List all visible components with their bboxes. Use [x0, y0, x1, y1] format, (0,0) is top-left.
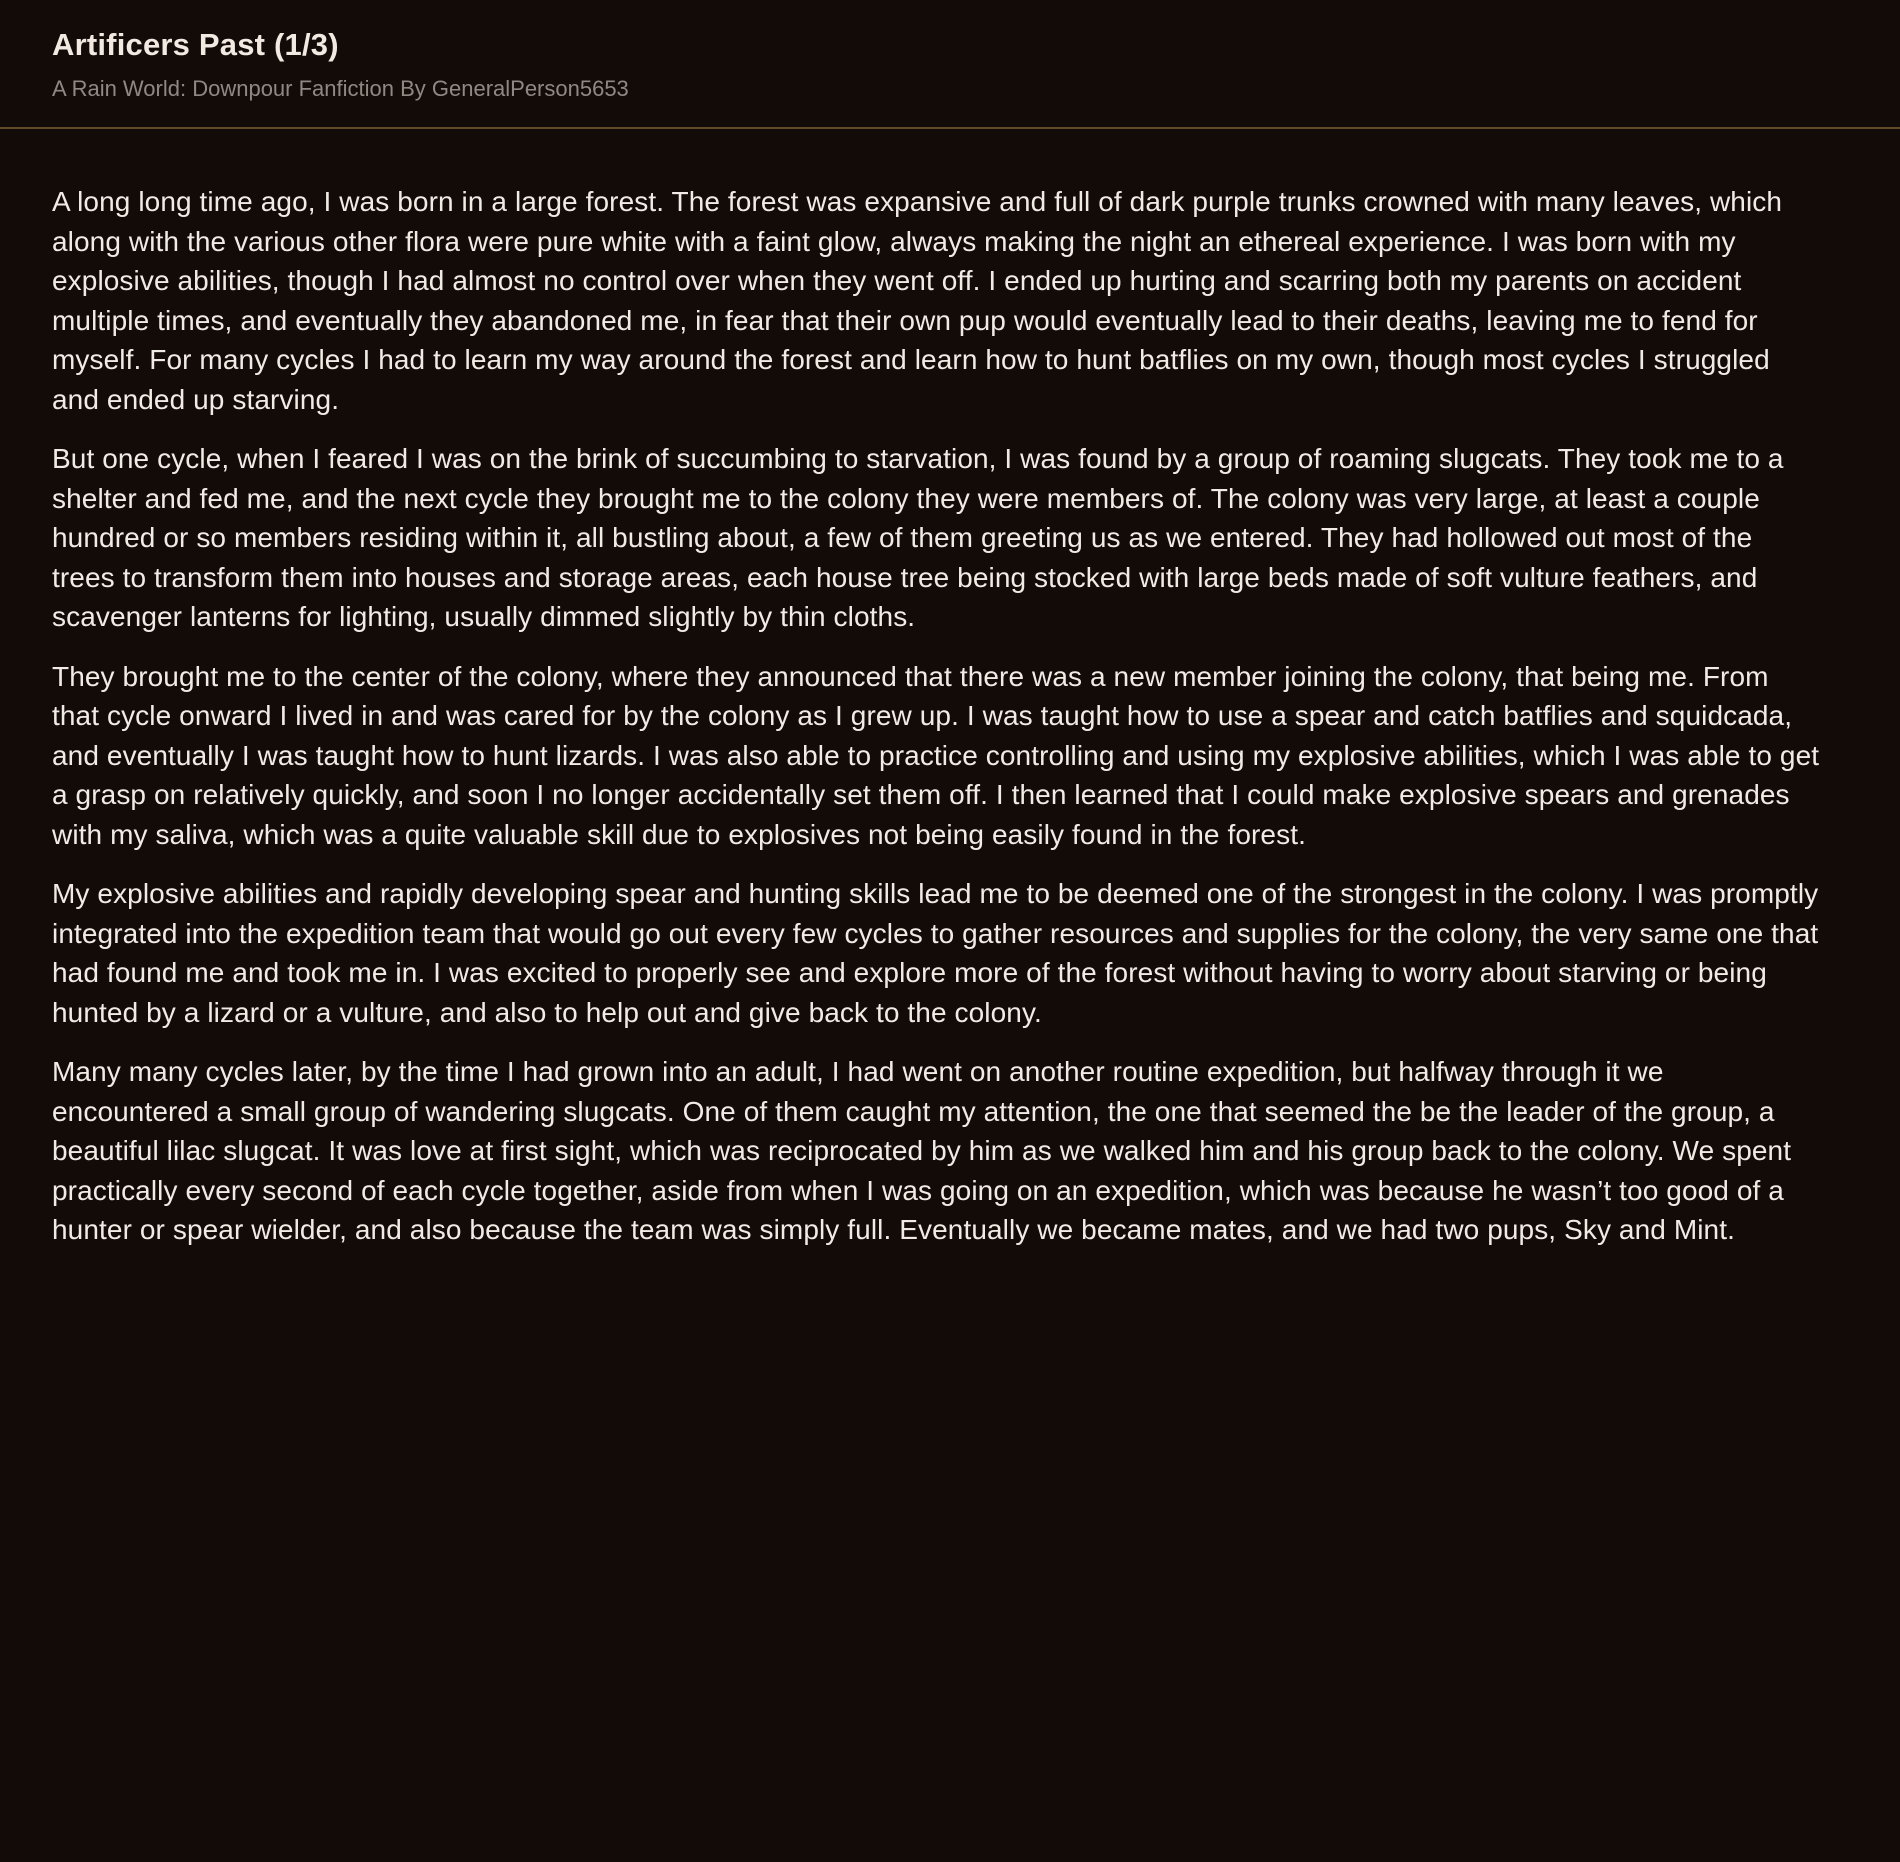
story-body — [0, 129, 1900, 1250]
page-subtitle: A Rain World: Downpour Fanfiction By GeneralPerson5653 — [52, 75, 629, 101]
story-paragraph-1: A long long time ago, I was born in a large forest. The forest was expansive and full of dark purple trunks crowned with many leaves, which along with the various other flora were pure white with a faint glow, always making the night an ethereal experience. I was born with my explosive abilities, though I had almost no control over when they went off. I ended up hurting and scarring both my parents on accident multiple times, and eventually they abandoned me, in fear that their own pup would eventually lead to their deaths, leaving me to fend for myself. For many cycles I had to learn my way around the forest and learn how to hunt batflies on my own, though most cycles I struggled and ended up starving. — [52, 186, 1783, 415]
page-header — [0, 0, 1900, 102]
story-paragraph-3: They brought me to the center of the colony, where they announced that there was a new member joining the colony, that being me. From that cycle onward I lived in and was cared for by the colony as I grew up. I was taught how to use a spear and catch batflies and squidcada, and eventually I was taught how to hunt lizards. I was also able to practice controlling and using my explosive abilities, which I was able to get a grasp on relatively quickly, and soon I no longer accidentally set them off. I then learned that I could make explosive spears and grenades with my saliva, which was a quite valuable skill due to explosives not being easily found in the forest. — [52, 660, 1820, 850]
story-paragraph-2: But one cycle, when I feared I was on the brink of succumbing to starvation, I was found by a group of roaming slugcats. They took me to a shelter and fed me, and the next cycle they brought me to the colony they were members of. The colony was very large, at least a couple hundred or so members residing within it, all bustling about, a few of them greeting us as we entered. They had hollowed out most of the trees to transform them into houses and storage areas, each house tree being stocked with large beds made of soft vulture feathers, and scavenger lanterns for lighting, usually dimmed slightly by thin cloths. — [52, 443, 1784, 633]
page-title: Artificers Past (1/3) — [52, 27, 339, 62]
story-paragraph-5: Many many cycles later, by the time I had grown into an adult, I had went on another routine expedition, but halfway through it we encountered a small group of wandering slugcats. One of them caught my attention, the one that seemed the be the leader of the group, a beautiful lilac slugcat. It was love at first sight, which was reciprocated by him as we walked him and his group back to the colony. We spent practically every second of each cycle together, aside from when I was going on an expedition, which was because he wasn’t too good of a hunter or spear wielder, and also because the team was simply full. Eventually we became mates, and we had two pups, Sky and Mint. — [52, 1056, 1792, 1246]
story-paragraph-4: My explosive abilities and rapidly developing spear and hunting skills lead me to be deemed one of the strongest in the colony. I was promptly integrated into the expedition team that would go out every few cycles to gather resources and supplies for the colony, the very same one that had found me and took me in. I was excited to properly see and explore more of the forest without having to worry about starving or being hunted by a lizard or a vulture, and also to help out and give back to the colony. — [52, 878, 1819, 1028]
